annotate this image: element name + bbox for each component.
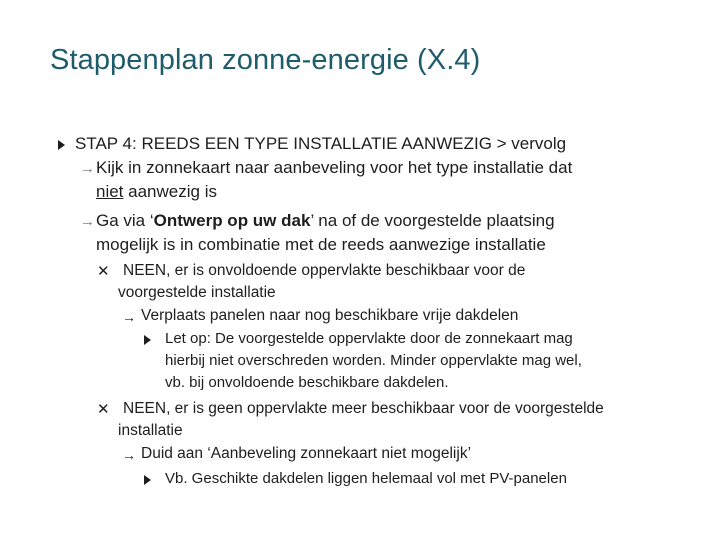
page-title: Stappenplan zonne-energie (X.4) [50, 44, 481, 76]
case1-note-line2: hierbij niet overschreden worden. Minder oppervlakte mag wel, [165, 352, 582, 369]
sub2-suffix: ’ na of de voorgestelde plaatsing [310, 211, 555, 230]
triangle-bullet-icon [144, 475, 151, 485]
cross-bullet-icon: ✕ [97, 263, 110, 280]
case1-action: Verplaats panelen naar nog beschikbare vrije dakdelen [141, 307, 519, 324]
case2-action: Duid aan ‘Aanbeveling zonnekaart niet mogelijk’ [141, 445, 472, 462]
sub1-line2 [96, 182, 217, 202]
case1-note-line1: Let op: De voorgestelde oppervlakte door de zonnekaart mag [165, 330, 573, 347]
sub2-line1 [96, 211, 555, 231]
triangle-bullet-icon [144, 335, 151, 345]
arrow-bullet-icon: → [80, 213, 95, 230]
sub2-prefix: Ga via ‘ [96, 211, 154, 230]
arrow-bullet-icon: → [122, 447, 136, 463]
triangle-bullet-icon [58, 140, 65, 150]
case2-line1: NEEN, er is geen oppervlakte meer beschikbaar voor de voorgestelde [123, 400, 604, 417]
sub1-line1: Kijk in zonnekaart naar aanbeveling voor het type installatie dat [96, 158, 573, 177]
sub1-line2-rest: aanwezig is [123, 182, 217, 201]
case1-line2: voorgestelde installatie [118, 284, 276, 301]
sub1-underlined-word: niet [96, 182, 124, 201]
case1-line1: NEEN, er is onvoldoende oppervlakte beschikbaar voor de [123, 262, 526, 279]
sub2-line2: mogelijk is in combinatie met de reeds aanwezige installatie [96, 235, 546, 254]
step-heading: STAP 4: REEDS EEN TYPE INSTALLATIE AANWEZIG > vervolg [75, 134, 567, 153]
case2-note-line1: Vb. Geschikte dakdelen liggen helemaal vol met PV-panelen [165, 470, 567, 487]
arrow-bullet-icon: → [80, 160, 95, 177]
arrow-bullet-icon: → [122, 309, 136, 325]
case1-note-line3: vb. bij onvoldoende beschikbare dakdelen. [165, 374, 449, 391]
cross-bullet-icon: ✕ [97, 401, 110, 418]
sub2-bold-link-text: Ontwerp op uw dak [153, 211, 311, 230]
case2-line2: installatie [118, 422, 183, 439]
